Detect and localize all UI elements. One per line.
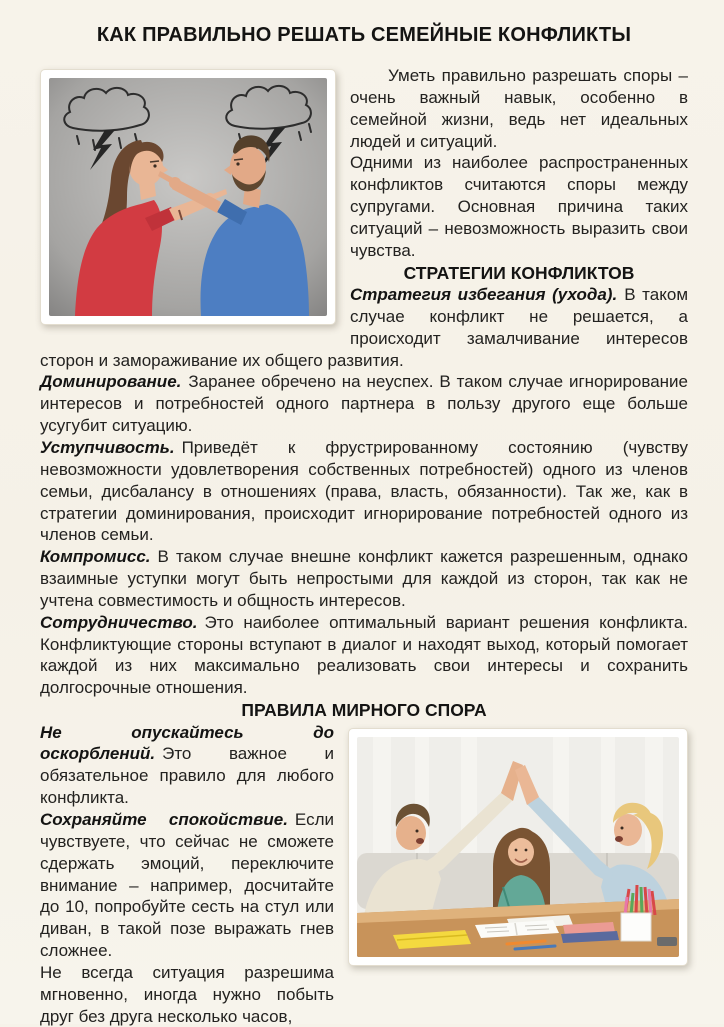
strategy-text: Это наиболее оптимальный вариант решения конфликта. Конфликтующие стороны вступают в диалог и находят выход, который помогает каждой из них максимально реализовать свои интересы и сохранить долгосрочные отношения. bbox=[40, 612, 688, 698]
intro-paragraph-2: Одними из наиболее распространенных конфликтов считаются споры между супругами. Основная причина таких ситуаций – невозможность выразить свои чувства. bbox=[350, 153, 688, 260]
rule-term: Сохраняйте спокойствие. bbox=[40, 809, 288, 829]
strategy-term: Уступчивость. bbox=[40, 437, 175, 457]
strategy-item-compromise bbox=[40, 546, 688, 612]
rule-item-take-time: Не всегда ситуация разрешима мгновенно, иногда нужно побыть друг без друга несколько часов, bbox=[40, 962, 334, 1026]
strategy-text: В таком случае конфликт не решается, а происходит замалчивание интересов сторон и замораживание их общего развития. bbox=[40, 285, 689, 370]
strategies-heading: СТРАТЕГИИ КОНФЛИКТОВ bbox=[403, 262, 635, 283]
strategy-text: В таком случае внешне конфликт кажется разрешенным, однако взаимные уступки могут быть непростыми для каждой из сторон, так как не учтена совместимость и общность интересов. bbox=[40, 547, 688, 610]
strategy-item-compliance bbox=[40, 437, 688, 546]
strategy-item-domination bbox=[40, 371, 688, 437]
rules-heading: ПРАВИЛА МИРНОГО СПОРА bbox=[241, 700, 487, 721]
happy-family-photo bbox=[348, 728, 688, 966]
strategy-term: Доминирование. bbox=[40, 372, 182, 392]
intro-paragraph-1: Уметь правильно разрешать споры – очень важный навык, особенно в семейной жизни, ведь нет идеальных людей и ситуаций. bbox=[350, 66, 688, 151]
strategy-term: Стратегия избегания (ухода). bbox=[350, 285, 618, 305]
strategy-text: Заранее обречено на неуспех. В таком случае игнорирование интересов и потребностей одного партнера в пользу другого еще больше усугубит ситуацию. bbox=[40, 372, 688, 436]
strategy-term: Сотрудничество. bbox=[40, 612, 198, 632]
arguing-couple-illustration bbox=[49, 78, 327, 316]
arguing-couple-photo bbox=[40, 69, 336, 325]
strategy-term: Компромисс. bbox=[40, 547, 151, 567]
document-body bbox=[40, 65, 688, 1027]
rule-text: Это важное и обязательное правило для любого конфликта. bbox=[40, 744, 334, 808]
rule-text: Если чувствуете, что сейчас не сможете сдержать эмоций, переключите внимание – например, досчитайте до 10, попробуйте сесть на стул или диван, в такой позе выражать гнев сложнее. bbox=[40, 809, 334, 961]
happy-family-illustration bbox=[357, 737, 679, 957]
strategy-text: Приведёт к фрустрированному состоянию (чувству невозможности удовлетворения собственных потребностей) одного из членов семьи, дисбалансу в отношениях (права, власть, обязанности). Так же, как в стратегии доминирования, происходит игнорирование потребностей одного из членов семьи. bbox=[40, 437, 688, 545]
rule-term: Не опускайтесь до оскорблений. bbox=[40, 722, 334, 764]
page-title: КАК ПРАВИЛЬНО РЕШАТЬ СЕМЕЙНЫЕ КОНФЛИКТЫ bbox=[96, 24, 632, 46]
strategy-item-cooperation bbox=[40, 612, 688, 699]
